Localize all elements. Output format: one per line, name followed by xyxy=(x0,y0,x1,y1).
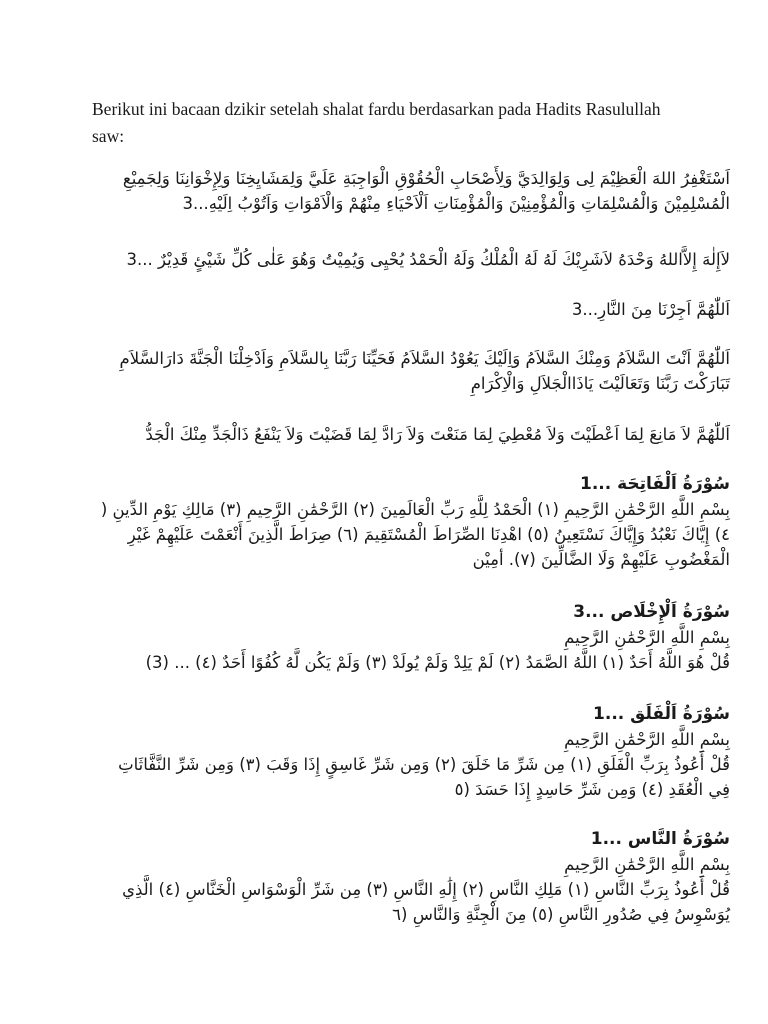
surah-al-ikhlas xyxy=(30,600,730,675)
fatihah-heading: سُوْرَةُ اَلْفَاتِحَة ...1 xyxy=(579,474,730,494)
falaq-heading: سُوْرَةُ اَلْفَلَق ...1 xyxy=(593,704,730,724)
salam-line-1: اَللّٰهُمَّ اَنْتَ السَّلاَمُ وَمِنْكَ السَّلاَمُ وَاِلَيْكَ يَعُوْدُ السَّلاَمُ فَحَيِّنَا رَبَّنَا بِالسَّلاَمِ وَاَدْخِلْنَا الْجَنَّةَ دَارَالسَّلاَمِ xyxy=(119,349,730,368)
dzikir-mani xyxy=(30,422,730,447)
nas-line-2: يُوَسْوِسُ فِي صُدُورِ النَّاسِ (٥) مِنَ الْجِنَّةِ وَالنَّاسِ (٦ xyxy=(392,905,730,924)
ikhlas-heading: سُوْرَةُ اَلْإِخْلَاص ...3 xyxy=(573,602,730,622)
dzikir-tahlil xyxy=(30,247,730,272)
surah-al-fatihah xyxy=(30,472,730,572)
istighfar-line-2: الْمُسْلِمِيْنَ وَالْمُسْلِمَاتِ وَالْمُؤْمِنِيْنَ وَالْمُؤْمِنَاتِ اَلْاَحْيَاءِ مِنْهُمْ وَالْاَمْوَاتِ وَاَتُوْبُ اِلَيْهِ...3 xyxy=(182,194,730,213)
surah-an-nas xyxy=(30,827,730,927)
ikhlas-line-1: قُلْ هُوَ اللَّهُ أَحَدٌ (١) اللَّهُ الصَّمَدُ (٢) لَمْ يَلِدْ وَلَمْ يُولَدْ (٣) وَلَمْ يَكُن لَّهُ كُفُوًا أَحَدٌ (٤) ... (3) xyxy=(145,653,730,672)
nas-basmalah: بِسْمِ اللَّهِ الرَّحْمَٰنِ الرَّحِيمِ xyxy=(564,855,730,874)
dzikir-istighfar xyxy=(30,166,730,216)
salam-line-2: تَبَارَكْتَ رَبَّنَا وَتَعَالَيْتَ يَاذَاالْجَلاَلِ وَالْاِكْرَامِ xyxy=(470,374,730,393)
ajirna-line-1: اَللّٰهُمَّ اَجِرْنَا مِنَ النَّارِ...3 xyxy=(571,300,730,319)
mani-line-1: اَللّٰهُمَّ لاَ مَانِعَ لِمَا اَعْطَيْتَ وَلاَ مُعْطِيَ لِمَا مَنَعْتَ وَلاَ رَادَّ لِمَا قَضَيْتَ وَلاَ يَنْفَعُ ذَالْجَدِّ مِنْكَ الْجَدُّ xyxy=(145,425,730,444)
nas-heading: سُوْرَةُ النَّاس ...1 xyxy=(590,829,730,849)
fatihah-line-3: الْمَغْضُوبِ عَلَيْهِمْ وَلَا الضَّالِّينَ (٧). أمِيْن xyxy=(472,550,730,569)
ikhlas-basmalah: بِسْمِ اللَّهِ الرَّحْمَٰنِ الرَّحِيمِ xyxy=(564,628,730,647)
istighfar-line-1: اَسْتَغْفِرُ اللهَ الْعَظِيْمَ لِى وَلِوَالِدَيَّ وَلِأَصْحَابِ الْحُقُوْقِ الْوَاجِبَةِ عَلَيَّ وَلِمَشَايِخِنَا وَلِإِخْوَانِنَا وَلِجَمِيْعِ xyxy=(122,169,730,188)
falaq-line-2: فِي الْعُقَدِ (٤) وَمِن شَرِّ حَاسِدٍ إِذَا حَسَدَ (٥ xyxy=(454,780,730,799)
fatihah-line-1: بِسْمِ اللَّهِ الرَّحْمَٰنِ الرَّحِيمِ (١) الْحَمْدُ لِلَّهِ رَبِّ الْعَالَمِينَ (٢) الرَّحْمَٰنِ الرَّحِيمِ (٣) مَالِكِ يَوْمِ الدِّينِ ( xyxy=(100,500,730,519)
dzikir-ajirna xyxy=(30,297,730,322)
dzikir-salam xyxy=(30,346,730,396)
nas-line-1: قُلْ أَعُوذُ بِرَبِّ النَّاسِ (١) مَلِكِ النَّاسِ (٢) إِلَٰهِ النَّاسِ (٣) مِن شَرِّ الْوَسْوَاسِ الْخَنَّاسِ (٤) الَّذِي xyxy=(122,880,730,899)
falaq-basmalah: بِسْمِ اللَّهِ الرَّحْمَٰنِ الرَّحِيمِ xyxy=(564,730,730,749)
intro-paragraph: Berikut ini bacaan dzikir setelah shalat fardu berdasarkan pada Hadits Rasulullah saw: xyxy=(92,99,661,146)
surah-al-falaq xyxy=(30,702,730,802)
falaq-line-1: قُلْ أَعُوذُ بِرَبِّ الْفَلَقِ (١) مِن شَرِّ مَا خَلَقَ (٢) وَمِن شَرِّ غَاسِقٍ إِذَا وَقَبَ (٣) وَمِن شَرِّ النَّفَّاثَاتِ xyxy=(118,755,730,774)
fatihah-line-2: ٤) إِيَّاكَ نَعْبُدُ وَإِيَّاكَ نَسْتَعِينُ (٥) اهْدِنَا الصِّرَاطَ الْمُسْتَقِيمَ (٦) صِرَاطَ الَّذِينَ أَنْعَمْتَ عَلَيْهِمْ غَيْرِ xyxy=(127,525,730,544)
tahlil-line-1: لاَإِلٰهَ إِلاَّاللهُ وَحْدَهُ لاَشَرِيْكَ لَهُ لَهُ الْمُلْكُ وَلَهُ الْحَمْدُ يُحْيِى وَيُمِيْتُ وَهُوَ عَلٰى كُلِّ شَيْئٍ قَدِيْرٌ ...3 xyxy=(126,250,730,269)
